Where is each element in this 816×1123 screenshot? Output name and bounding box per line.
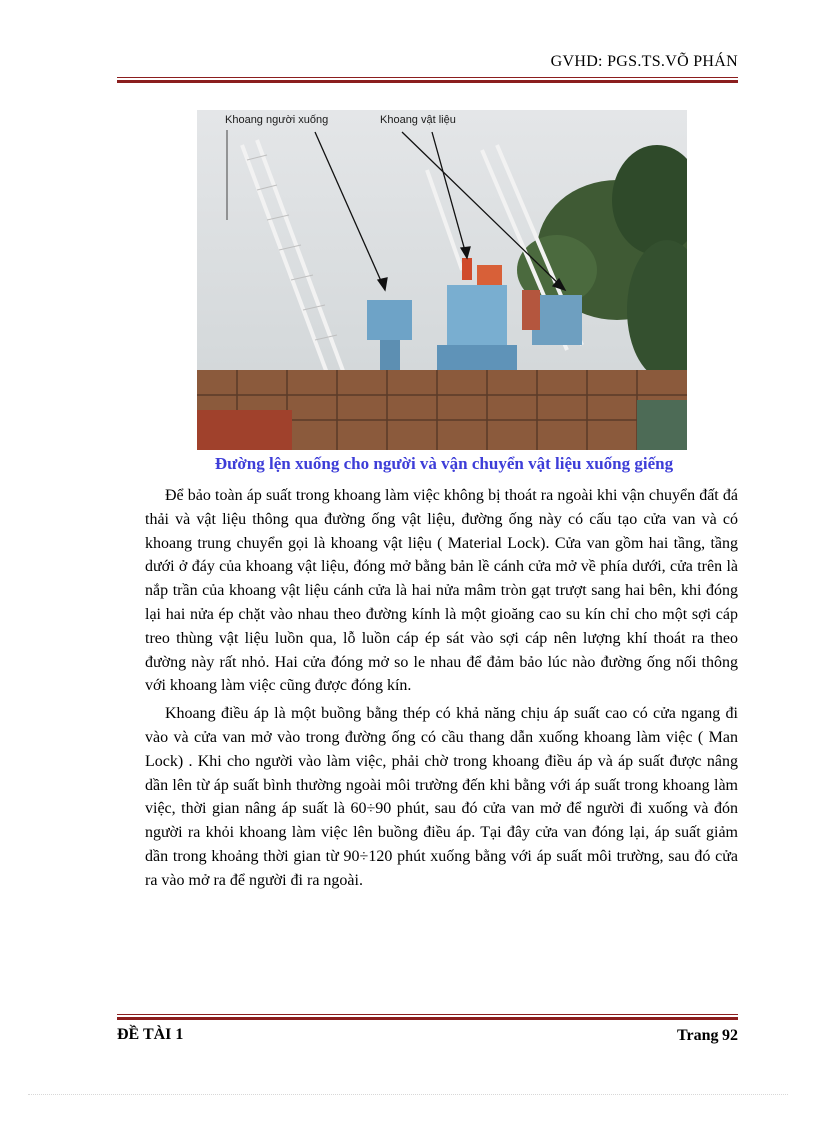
figure-caption: Đường lện xuống cho người và vận chuyển vật liệu xuống giếng xyxy=(214,454,674,473)
page-bottom-dotted-line xyxy=(28,1094,788,1096)
body-text xyxy=(145,484,738,897)
page-number-value: 92 xyxy=(722,1027,738,1044)
construction-photo xyxy=(197,110,687,450)
footer-rule-thick xyxy=(117,1017,738,1020)
page-word: Trang xyxy=(677,1027,719,1044)
header-rule-thick xyxy=(117,80,738,83)
construction-photo-illustration xyxy=(197,110,687,450)
page-header: GVHD: PGS.TS.VÕ PHÁN xyxy=(550,53,738,70)
figure-label-material-lock: Khoang vật liệu xyxy=(380,114,456,126)
paragraph-2: Khoang điều áp là một buồng bằng thép có khả năng chịu áp suất cao có cửa ngang đi vào và cửa van mở vào trong đường ống có cầu thang dẫn xuống khoang làm việc ( Man Lock) . Khi cho người vào làm việc, phải chờ trong khoang điều áp và áp suất được nâng dần lên từ áp suất bình thường ngoài môi trường đến khi bằng với áp suất trong khoang làm việc, thời gian nâng áp suất là 60÷90 phút, sau đó cửa van mở để người đi xuống và đón người ra khỏi khoang làm việc lên buồng điều áp. Tại đây cửa van đóng lại, áp suất giảm dần trong khoảng thời gian từ 90÷120 phút xuống bằng với áp suất môi trường, sau đó cửa ra vào mở ra để người đi ra ngoài. xyxy=(145,705,738,889)
footer-title: ĐỀ TÀI 1 xyxy=(117,1026,184,1043)
paragraph-1: Để bảo toàn áp suất trong khoang làm việc không bị thoát ra ngoài khi vận chuyển đất đá thải và vật liệu thông qua đường ống vật liệu, đường ống này có cấu tạo cửa van và có khoang trung chuyển gọi là khoang vật liệu ( Material Lock). Cửa van gồm hai tầng, tầng dưới ở đáy của khoang vật liệu, đóng mở bằng bản lề cánh cửa mở về phía dưới, cửa trên là nắp trần của khoang vật liệu cánh cửa là hai nửa mâm tròn gạt trượt sang hai bên, khi đóng lại hai nửa ép chặt vào nhau theo đường kính là một gioăng cao su kín chỉ cho một sợi cáp treo thùng vật liệu luồn qua, lỗ luồn cáp ép sát vào sợi cáp nên lượng khí thoát ra theo đường này rất nhỏ. Hai cửa đóng mở so le nhau để đảm bảo lúc nào đường ống nối thông với khoang làm việc cũng được đóng kín. xyxy=(145,487,738,695)
header-rule-thin xyxy=(117,77,738,78)
page-number xyxy=(600,1027,738,1045)
footer-rule-thin xyxy=(117,1014,738,1015)
figure-label-man-lock: Khoang người xuống xyxy=(225,114,329,126)
